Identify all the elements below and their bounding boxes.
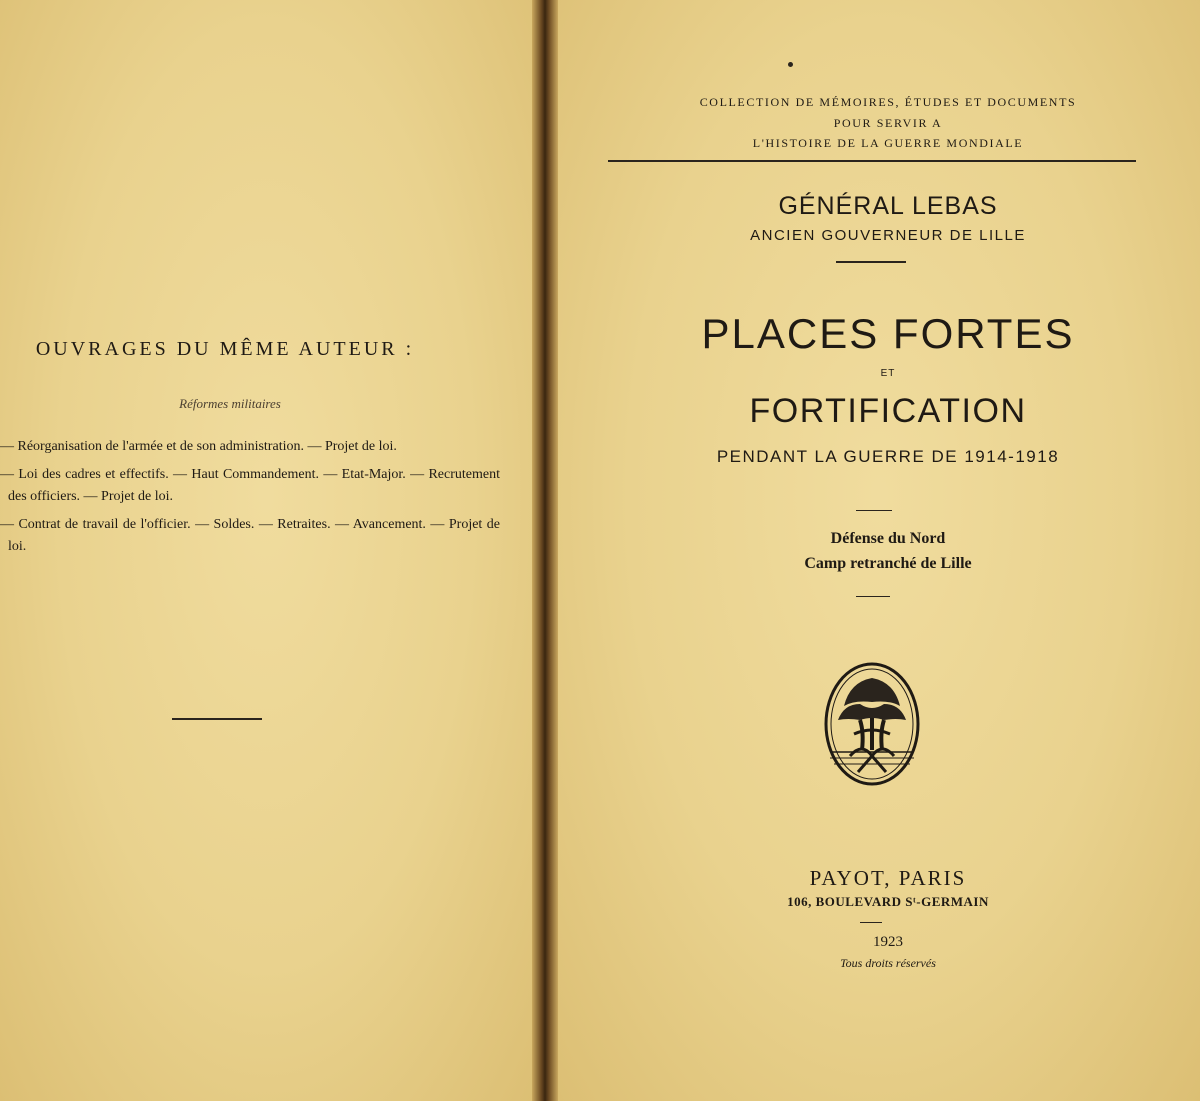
divider [608,160,1136,162]
works-list [0,436,500,564]
collection-line-3: L'HISTOIRE DE LA GUERRE MONDIALE [752,136,1024,150]
divider [856,510,892,511]
book-gutter [532,0,558,1101]
rights-notice: Tous droits réservés [840,956,936,970]
author-name: GÉNÉRAL LEBAS [778,192,998,220]
list-item: — Contrat de travail de l'officier. — Soldes. — Retraites. — Avancement. — Projet de loi. [0,517,500,554]
publication-year: 1923 [873,934,903,950]
divider [860,922,882,923]
other-works-heading: OUVRAGES DU MÊME AUTEUR : [35,338,415,360]
subtitle-line-2: Camp retranché de Lille [804,555,972,572]
wheat-sheaf-emblem-icon [820,660,924,788]
title-page [558,0,1200,1101]
publisher-name: PAYOT, PARIS [809,866,967,890]
list-item: — Loi des cadres et effectifs. — Haut Commandement. — Etat-Major. — Recrutement des officiers. — Projet de loi. [0,467,500,504]
collection-line-1: COLLECTION DE MÉMOIRES, ÉTUDES ET DOCUMENTS [699,95,1077,109]
book-title-period: PENDANT LA GUERRE DE 1914-1918 [716,447,1060,466]
ink-dot [788,62,793,67]
book-title-and: ET [880,368,896,379]
divider [836,261,906,263]
divider [172,718,262,720]
book-title-line-1: PLACES FORTES [701,310,1075,357]
publisher-address: 106, BOULEVARD Sᵗ-GERMAIN [787,894,989,909]
subtitle-line-1: Défense du Nord [830,530,946,547]
book-title-line-2: FORTIFICATION [749,392,1027,430]
works-category: Réformes militaires [179,396,281,411]
left-page [0,0,532,1101]
list-item: — Réorganisation de l'armée et de son administration. — Projet de loi. [0,439,397,454]
collection-line-2: POUR SERVIR A [833,116,943,130]
divider [856,596,890,597]
author-title: ANCIEN GOUVERNEUR DE LILLE [750,227,1026,244]
